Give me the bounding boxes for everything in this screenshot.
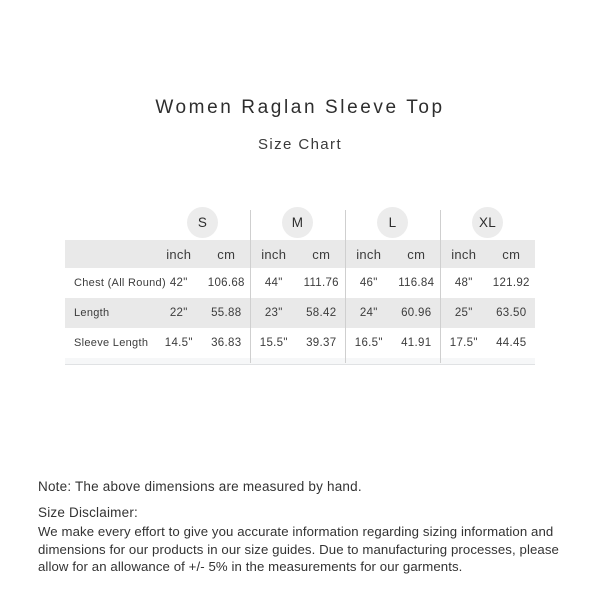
size-disclaimer-body: We make every effort to give you accurate information regarding sizing information and dimensions for our products in our size guides. Due to manufacturing processes, please allow for an allowance of +/- 5% in the measurements for our garments. (38, 524, 559, 574)
length-m-inch: 23" (264, 307, 283, 319)
unit-header-inch: inch (261, 246, 287, 262)
unit-header-inch: inch (451, 246, 477, 262)
row-label: Sleeve Length (74, 337, 149, 349)
row-label: Chest (All Round) (74, 277, 166, 289)
length-s-inch: 22" (169, 307, 188, 319)
column-divider (440, 210, 441, 363)
size-badge-l: L (377, 207, 408, 238)
chest-s-cm: 106.68 (207, 277, 245, 289)
row-label: Length (74, 307, 110, 319)
chest-l-inch: 46" (359, 277, 378, 289)
unit-header-cm: cm (312, 246, 331, 262)
table-row-length (65, 298, 535, 328)
measured-by-hand-note: Note: The above dimensions are measured by hand. (38, 479, 362, 494)
table-row-sleeve-length (65, 328, 535, 358)
table-bottom-strip (65, 358, 535, 365)
unit-header-inch: inch (356, 246, 382, 262)
size-group-s (155, 207, 250, 238)
size-chart-table (65, 204, 535, 365)
table-row-chest (65, 268, 535, 298)
size-group-m (250, 207, 345, 238)
unit-header-row (65, 240, 535, 268)
length-xl-inch: 25" (454, 307, 473, 319)
size-group-xl (440, 207, 535, 238)
size-badge-s: S (187, 207, 218, 238)
chest-m-inch: 44" (264, 277, 283, 289)
sleeve-m-cm: 39.37 (306, 337, 337, 349)
chest-s-inch: 42" (169, 277, 188, 289)
sleeve-xl-inch: 17.5" (449, 337, 478, 349)
chest-xl-inch: 48" (454, 277, 473, 289)
length-s-cm: 55.88 (211, 307, 242, 319)
size-group-l (345, 207, 440, 238)
page-title: Women Raglan Sleeve Top (155, 97, 445, 118)
size-header-row (65, 204, 535, 240)
size-badge-xl: XL (472, 207, 503, 238)
chest-l-cm: 116.84 (398, 277, 435, 289)
unit-header-inch: inch (166, 246, 192, 262)
chest-m-cm: 111.76 (303, 277, 339, 289)
column-divider (345, 210, 346, 363)
sleeve-s-inch: 14.5" (164, 337, 193, 349)
length-xl-cm: 63.50 (496, 307, 527, 319)
page-subtitle: Size Chart (257, 136, 343, 153)
chest-xl-cm: 121.92 (492, 277, 530, 289)
sleeve-l-cm: 41.91 (401, 337, 432, 349)
sleeve-xl-cm: 44.45 (496, 337, 527, 349)
unit-header-cm: cm (217, 246, 236, 262)
sleeve-s-cm: 36.83 (211, 337, 242, 349)
length-l-cm: 60.96 (401, 307, 432, 319)
unit-header-cm: cm (407, 246, 426, 262)
size-disclaimer-title: Size Disclaimer: (38, 505, 138, 520)
sleeve-l-inch: 16.5" (354, 337, 383, 349)
column-divider (250, 210, 251, 363)
unit-header-cm: cm (502, 246, 521, 262)
size-badge-m: M (282, 207, 313, 238)
length-m-cm: 58.42 (306, 307, 337, 319)
length-l-inch: 24" (359, 307, 378, 319)
sleeve-m-inch: 15.5" (259, 337, 288, 349)
